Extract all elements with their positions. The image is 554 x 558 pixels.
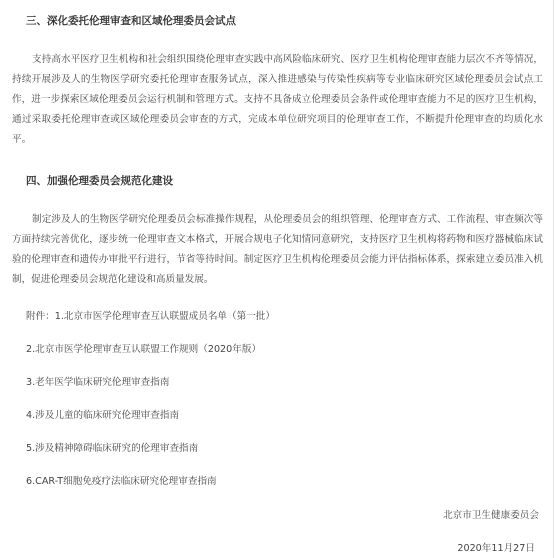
section-4-heading: 四、加强伦理委员会规范化建设 (26, 175, 173, 187)
signature-org: 北京市卫生健康委员会 (443, 510, 539, 521)
attachment-item-1: 附件：1.北京市医学伦理审查互认联盟成员名单（第一批） (26, 311, 275, 322)
attachment-item-4: 4.涉及儿童的临床研究伦理审查指南 (26, 410, 180, 421)
section-3-paragraph (12, 50, 543, 150)
section-3-heading: 三、深化委托伦理审查和区域伦理委员会试点 (26, 15, 236, 27)
attachment-item-2: 2.北京市医学伦理审查互认联盟工作规则（2020年版） (26, 344, 262, 355)
signature-date: 2020年11月27日 (457, 543, 535, 554)
attachment-item-6: 6.CAR-T细胞免疫疗法临床研究伦理审查指南 (26, 476, 217, 487)
section-3-text: 支持高水平医疗卫生机构和社会组织围绕伦理审查实践中高风险临床研究、医疗卫生机构伦理审查能力层次不齐等情况，持续开展涉及人的生物医学研究委托伦理审查服务试点，深入推进感染与传染性疾病等专业临床研究区域伦理委员会试点工作，进一步探索区域伦理委员会运行机制和管理方式。支持不具备成立伦理委员会条件或伦理审查能力不足的医疗卫生机构，通过采取委托伦理审查或区域伦理委员会审查的方式，完成本单位研究项目的伦理审查工作，不断提升伦理审查的均质化水平。 (12, 54, 543, 145)
attachment-item-3: 3.老年医学临床研究伦理审查指南 (26, 377, 170, 388)
section-4-text: 制定涉及人的生物医学研究伦理委员会标准操作规程，从伦理委员会的组织管理、伦理审查方式、工作流程、审查频次等方面持续完善优化，逐步统一伦理审查文本格式，开展合规电子化知情同意研究，支持医疗卫生机构将药物和医疗器械临床试验的伦理审查和遗传办审批平行进行，节省等待时间。制定医疗卫生机构伦理委员会能力评估指标体系，探索建立委员准入机制，促进伦理委员会规范化建设和高质量发展。 (12, 214, 543, 285)
section-4-paragraph (12, 210, 543, 290)
attachment-item-5: 5.涉及精神障碍临床研究的伦理审查指南 (26, 443, 199, 454)
